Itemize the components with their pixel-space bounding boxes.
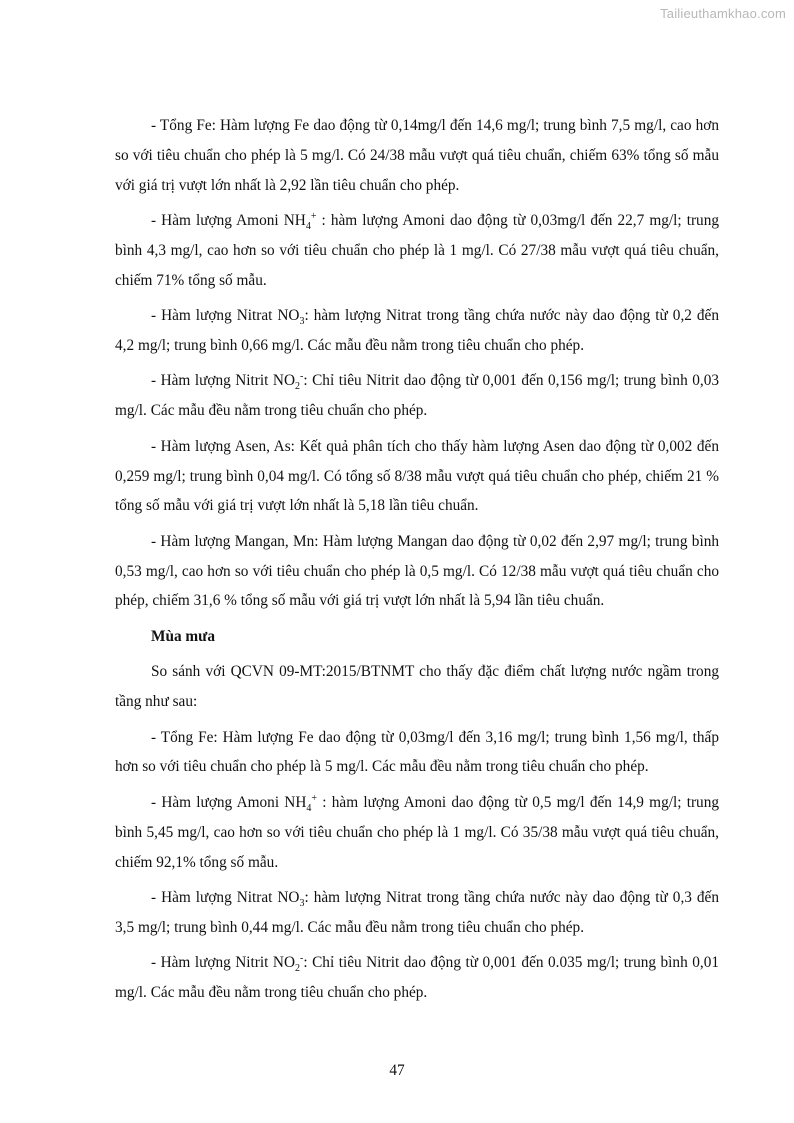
dry-fe-paragraph: - Tổng Fe: Hàm lượng Fe dao động từ 0,14mg/l đến 14,6 mg/l; trung bình 7,5 mg/l, cao hơn so với tiêu chuẩn cho phép là 5 mg/l. Có 24/38 mẫu vượt quá tiêu chuẩn, chiếm 63% tổng số mẫu với giá trị vượt lớn nhất là 2,92 lần tiêu chuẩn cho phép. — [115, 117, 719, 194]
dry-nitrit-sup: - — [300, 371, 304, 383]
rainy-nitrat-post: : hàm lượng Nitrat trong tầng chứa nước này dao động từ 0,3 đến 3,5 mg/l; trung bình 0,44 mg/l. Các mẫu đều nằm trong tiêu chuẩn cho phép. — [115, 889, 719, 936]
dry-nitrat-pre: - Hàm lượng Nitrat NO — [151, 307, 300, 325]
rainy-amoni-pre: - Hàm lượng Amoni NH — [151, 793, 307, 811]
rainy-nitrit-sub: 2 — [295, 963, 300, 975]
dry-amoni-pre: - Hàm lượng Amoni NH — [151, 212, 306, 230]
rainy-nitrit-paragraph — [115, 948, 719, 1008]
dry-nitrit-sub: 2 — [295, 381, 300, 393]
rainy-fe-paragraph: - Tổng Fe: Hàm lượng Fe dao động từ 0,03mg/l đến 3,16 mg/l; trung bình 1,56 mg/l, thấp hơn so với tiêu chuẩn cho phép là 5 mg/l. Các mẫu đều nằm trong tiêu chuẩn cho phép. — [115, 728, 719, 776]
dry-nitrat-post: : hàm lượng Nitrat trong tầng chứa nước này dao động từ 0,2 đến 4,2 mg/l; trung bình 0,66 mg/l. Các mẫu đều nằm trong tiêu chuẩn cho phép. — [115, 307, 719, 354]
dry-amoni-sub: 4 — [305, 221, 311, 233]
dry-amoni-post: : hàm lượng Amoni dao động từ 0,03mg/l đến 22,7 mg/l; trung bình 4,3 mg/l, cao hơn so với tiêu chuẩn cho phép là 1 mg/l. Có 27/38 mẫu vượt quá tiêu chuẩn, chiếm 71% tổng số mẫu. — [115, 212, 720, 289]
rainy-amoni-sup: + — [311, 792, 318, 804]
rainy-nitrat-pre: - Hàm lượng Nitrat NO — [151, 889, 300, 906]
rainy-amoni-post: : hàm lượng Amoni dao động từ 0,5 mg/l đến 14,9 mg/l; trung bình 5,45 mg/l, cao hơn so với tiêu chuẩn cho phép là 1 mg/l. Có 35/38 mẫu vượt quá tiêu chuẩn, chiếm 92,1% tổng số mẫu. — [115, 793, 719, 871]
rainy-season-heading: Mùa mưa — [151, 627, 215, 645]
rainy-nitrit-post: : Chỉ tiêu Nitrit dao động từ 0,001 đến 0.035 mg/l; trung bình 0,01 mg/l. Các mẫu đều nằm trong tiêu chuẩn cho phép. — [115, 954, 719, 1002]
dry-nitrit-paragraph — [115, 366, 719, 426]
rainy-intro-paragraph: So sánh với QCVN 09-MT:2015/BTNMT cho thấy đặc điểm chất lượng nước ngầm trong tầng như sau: — [115, 663, 719, 711]
rainy-nitrit-pre: - Hàm lượng Nitrit NO — [151, 954, 295, 972]
dry-nitrat-sub: 3 — [299, 316, 305, 328]
dry-nitrat-paragraph — [115, 301, 719, 361]
page-number: 47 — [389, 1062, 405, 1079]
watermark-text: Tailieuthamkhao.com — [660, 6, 786, 21]
rainy-nitrat-sub: 3 — [299, 898, 305, 910]
dry-nitrit-post: : Chỉ tiêu Nitrit dao động từ 0,001 đến 0,156 mg/l; trung bình 0,03 mg/l. Các mẫu đều nằm trong tiêu chuẩn cho phép. — [115, 372, 719, 420]
rainy-amoni-paragraph — [115, 788, 719, 877]
dry-nitrit-pre: - Hàm lượng Nitrit NO — [151, 372, 295, 390]
dry-mangan-paragraph: - Hàm lượng Mangan, Mn: Hàm lượng Mangan dao động từ 0,02 đến 2,97 mg/l; trung bình 0,53 mg/l, cao hơn so với tiêu chuẩn cho phép là 0,5 mg/l. Có 12/38 mẫu vượt quá tiêu chuẩn cho phép, chiếm 31,6 % tổng số mẫu với giá trị vượt lớn nhất là 5,94 lần tiêu chuẩn. — [115, 532, 719, 610]
rainy-amoni-sub: 4 — [306, 802, 312, 814]
rainy-nitrat-paragraph — [115, 883, 719, 943]
dry-amoni-sup: + — [310, 210, 317, 222]
dry-amoni-paragraph — [115, 206, 719, 295]
dry-asen-paragraph: - Hàm lượng Asen, As: Kết quả phân tích cho thấy hàm lượng Asen dao động từ 0,002 đến 0,259 mg/l; trung bình 0,04 mg/l. Có tổng số 8/38 mẫu vượt quá tiêu chuẩn cho phép, chiếm 21 % tổng số mẫu với giá trị vượt lớn nhất là 5,18 lần tiêu chuẩn. — [115, 437, 719, 515]
rainy-nitrit-sup: - — [300, 953, 304, 965]
document-body — [115, 111, 719, 1014]
